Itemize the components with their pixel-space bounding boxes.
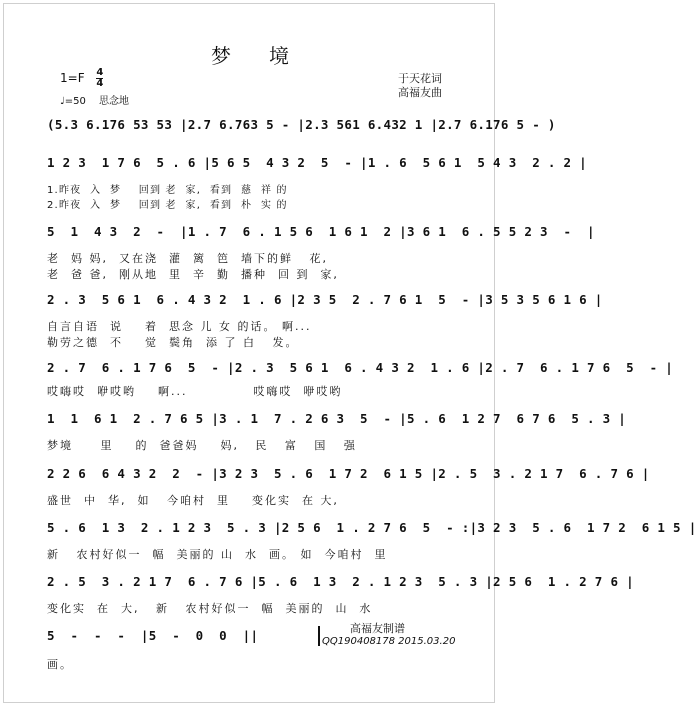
score-line-9: 2 . 5 3 . 2 1 7 6 . 7 6 |5 . 6 1 3 2 . 1 2 3 5 . 3 |2 5 6 1 . 2 7 6 |	[47, 574, 634, 589]
tempo: ♩=50	[60, 96, 86, 107]
final-barline	[318, 626, 320, 646]
lyrics-line-7: 哎嗨哎 咿哎哟 啊... 哎嗨哎 咿哎哟	[47, 385, 343, 398]
time-sig-top: 4	[96, 67, 104, 78]
lyrics-line-12: 画。	[47, 658, 73, 671]
tempo-line	[60, 92, 129, 107]
lyrics-line-10: 新 农村好似一 幅 美丽的 山 水 画。 如 今咱村 里	[47, 548, 388, 561]
score-line-1: (5.3 6.176 53 53 |2.7 6.763 5 - |2.3 561 6.432 1 |2.7 6.176 5 - )	[47, 117, 556, 132]
expression: 思念地	[99, 96, 130, 107]
lyrics-line-11: 变化实 在 大, 新 农村好似一 幅 美丽的 山 水	[47, 602, 373, 615]
lyrics-line-3: 老 妈 妈, 又在浇 灌 篱 笆 墙下的鲜 花,	[47, 252, 328, 265]
composer: 高福友曲	[398, 86, 442, 99]
lyrics-line-8: 梦境 里 的 爸爸妈 妈, 民 富 国 强	[47, 439, 357, 452]
lyrics-line-5: 自言自语 说 着 思念 儿 女 的话。 啊...	[47, 320, 312, 333]
score-line-4: 2 . 3 5 6 1 6 . 4 3 2 1 . 6 |2 3 5 2 . 7 6 1 5 - |3 5 3 5 6 1 6 |	[47, 292, 603, 307]
credits	[398, 72, 442, 100]
time-sig-bottom: 4	[96, 78, 104, 89]
lyrics-line-1: 1.昨夜 入 梦 回到 老 家, 看到 慈 祥 的	[47, 185, 288, 196]
lyrics-line-2: 2.昨夜 入 梦 回到 老 家, 看到 朴 实 的	[47, 200, 288, 211]
score-line-6: 1 1 6 1 2 . 7 6 5 |3 . 1 7 . 2 6 3 5 - |5 . 6 1 2 7 6 7 6 5 . 3 |	[47, 411, 627, 426]
score-line-8: 5 . 6 1 3 2 . 1 2 3 5 . 3 |2 5 6 1 . 2 7 6 5 - :|3 2 3 5 . 6 1 7 2 6 1 5 |	[47, 520, 697, 535]
score-line-3: 5 1 4 3 2 - |1 . 7 6 . 1 5 6 1 6 1 2 |3 6 1 6 . 5 5 2 3 - |	[47, 224, 595, 239]
score-line-2: 1 2 3 1 7 6 5 . 6 |5 6 5 4 3 2 5 - |1 . 6 5 6 1 5 4 3 2 . 2 |	[47, 155, 587, 170]
song-title: 梦境	[211, 44, 327, 68]
lyricist: 于天花词	[398, 72, 442, 85]
lyrics-line-6: 勒劳之德 不 觉 鬓角 添 了 白 发。	[47, 336, 299, 349]
key: 1=F	[60, 71, 85, 85]
time-signature	[96, 68, 103, 89]
score-line-5: 2 . 7 6 . 1 7 6 5 - |2 . 3 5 6 1 6 . 4 3 2 1 . 6 |2 . 7 6 . 1 7 6 5 - |	[47, 360, 674, 375]
lyrics-line-4: 老 爸 爸, 刚从地 里 辛 勤 播种 回 到 家,	[47, 268, 339, 281]
score-line-10: 5 - - - |5 - 0 0 ||	[47, 628, 259, 643]
transcriber: 高福友制谱	[350, 622, 405, 635]
contact-date: QQ190408178 2015.03.20	[322, 636, 456, 647]
score-line-7: 2 2 6 6 4 3 2 2 - |3 2 3 5 . 6 1 7 2 6 1 5 |2 . 5 3 . 2 1 7 6 . 7 6 |	[47, 466, 650, 481]
lyrics-line-9: 盛世 中 华, 如 今咱村 里 变化实 在 大,	[47, 494, 339, 507]
key-signature	[60, 68, 103, 89]
page-border	[3, 3, 495, 703]
